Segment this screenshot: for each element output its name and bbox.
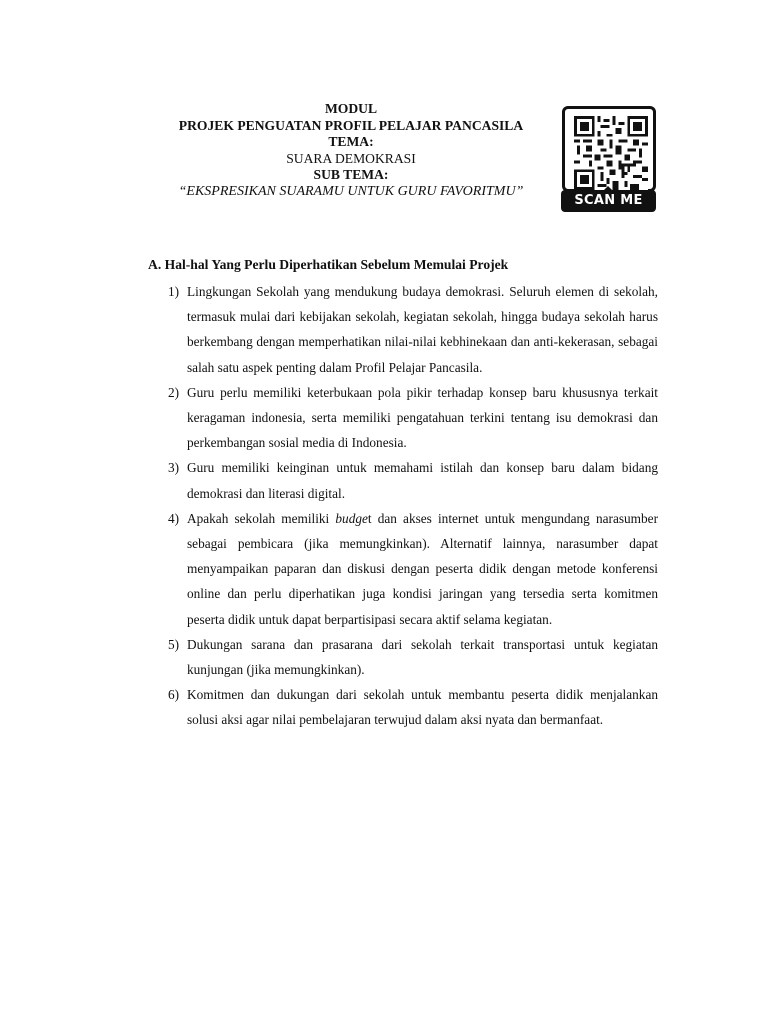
item-number: 4) <box>168 510 180 526</box>
theme-label: TEMA: <box>328 134 374 150</box>
module-label: MODUL <box>324 101 378 116</box>
list-item <box>168 455 658 505</box>
qr-frame <box>562 106 656 192</box>
list-item <box>168 682 658 732</box>
item-text <box>187 511 658 627</box>
scan-me-label: SCAN ME <box>561 190 656 212</box>
item-text: Guru memiliki keinginan untuk memahami istilah dan konsep baru dalam bidang demokrasi dan literasi digital. <box>187 460 658 501</box>
item-text-end: t dan akses internet untuk mengundang narasumber sebagai pembicara (jika memungkinkan). Alternatif lainnya, narasumber dapat menyampaikan paparan dan diskusi dengan peserta didik dengan metode konferensi online dan perlu diperhatikan juga kondisi jaringan yang tersedia serta komitmen peserta didik untuk dapat berpartisipasi secara aktif selama kegiatan. <box>187 510 658 627</box>
item-number: 3) <box>168 460 180 476</box>
document-header <box>150 101 552 201</box>
subtheme-value: “EKSPRESIKAN SUARAMU UNTUK GURU FAVORITMU” <box>178 183 524 199</box>
item-text-italic: budge <box>335 510 368 526</box>
item-number: 2) <box>168 384 180 400</box>
item-text: Guru perlu memiliki keterbukaan pola pikir terhadap konsep baru khususnya terkait keragaman indonesia, serta memiliki pengatahuan terkini tentang isu demokrasi dan perkembangan sosial media di Indonesia. <box>187 384 658 451</box>
qr-code-icon <box>574 116 648 190</box>
item-text: Komitmen dan dukungan dari sekolah untuk membantu peserta didik menjalankan solusi aksi agar nilai pembelajaran terwujud dalam aksi nyata dan bermanfaat. <box>187 687 658 728</box>
list-item <box>168 632 658 682</box>
project-title: PROJEK PENGUATAN PROFIL PELAJAR PANCASILA <box>178 117 524 133</box>
list-item <box>168 380 658 456</box>
subtheme-label: SUB TEMA: <box>313 167 389 183</box>
item-text-start: Apakah sekolah memiliki <box>187 510 336 526</box>
section-heading: A. Hal-hal Yang Perlu Diperhatikan Sebelum Memulai Projek <box>148 257 509 272</box>
item-number: 6) <box>168 687 180 703</box>
checklist <box>168 279 658 733</box>
theme-value: SUARA DEMOKRASI <box>286 150 416 166</box>
list-item <box>168 506 658 632</box>
item-text: Dukungan sarana dan prasarana dari sekolah terkait transportasi untuk kegiatan kunjungan (jika memungkinkan). <box>187 636 658 678</box>
list-item <box>168 279 658 380</box>
item-number: 5) <box>168 636 180 652</box>
item-number: 1) <box>168 284 180 299</box>
qr-scan-badge[interactable] <box>560 104 658 228</box>
item-text: Lingkungan Sekolah yang mendukung budaya demokrasi. Seluruh elemen di sekolah, termasuk mulai dari kebijakan sekolah, kegiatan sekolah, hingga budaya sekolah harus berkembang dengan memperhatikan nilai-nilai kebhinekaan dan anti-kekerasan, sebagai salah satu aspek penting dalam Profil Pelajar Pancasila. <box>187 284 658 375</box>
